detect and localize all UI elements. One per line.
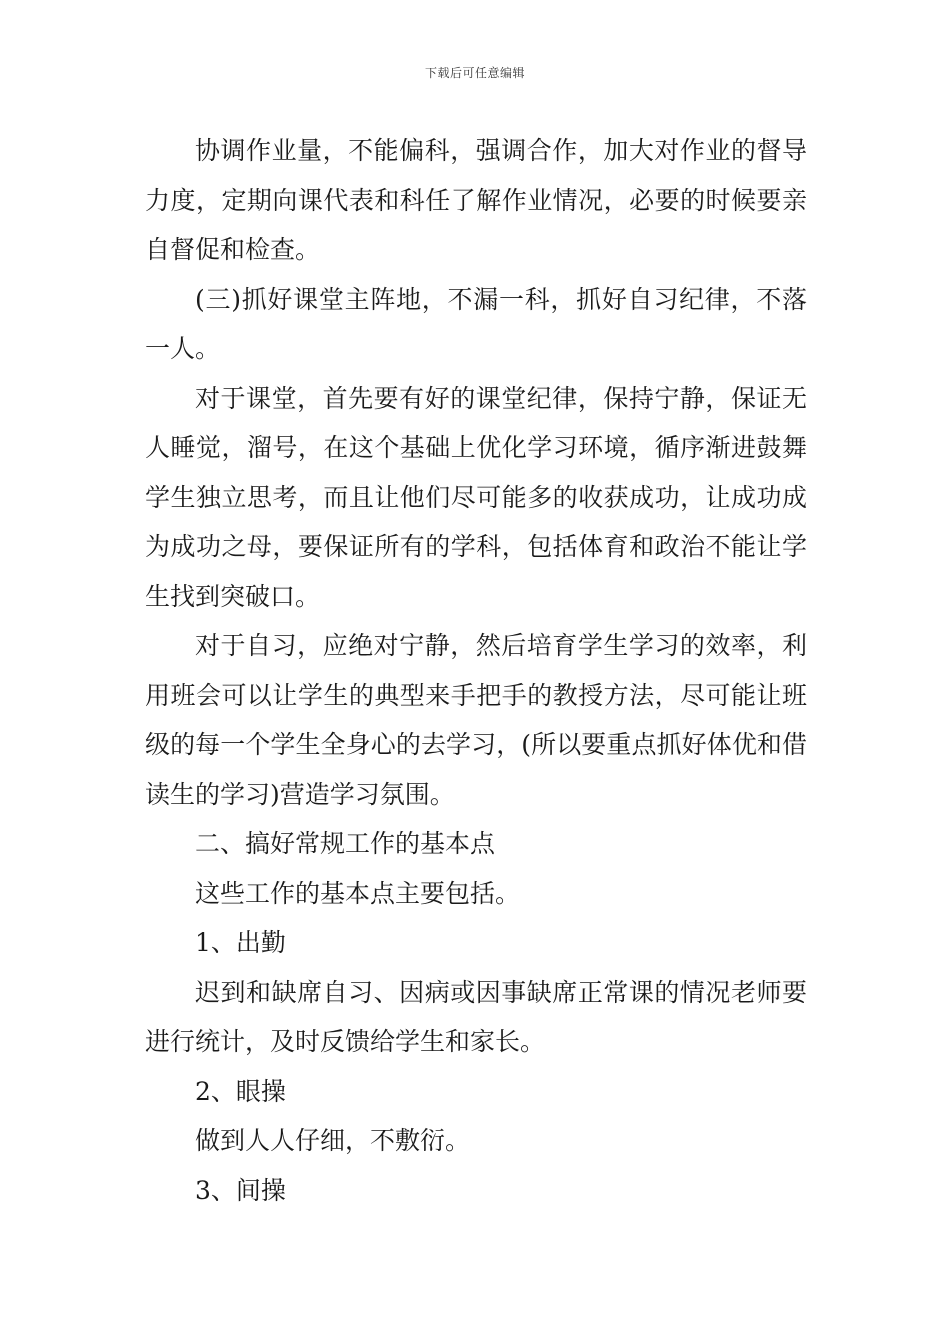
paragraph-section-three-heading: (三)抓好课堂主阵地，不漏一科，抓好自习纪律，不落一人。 [145,284,807,363]
paragraph-attendance-detail: 迟到和缺席自习、因病或因事缺席正常课的情况老师要进行统计，及时反馈给学生和家长。 [145,977,807,1056]
paragraph-eye-exercise-detail: 做到人人仔细，不敷衍。 [195,1126,471,1155]
page-header: 下载后可任意编辑 [424,66,525,80]
paragraph-item-attendance: 1、出勤 [195,928,286,957]
paragraph-basics-intro: 这些工作的基本点主要包括。 [195,878,521,908]
paragraph-homework-coordination: 协调作业量，不能偏科，强调合作，加大对作业的督导力度，定期向课代表和科任了解作业情况，必要的时候要亲自督促和检查。 [145,136,807,264]
paragraph-self-study: 对于自习，应绝对宁静，然后培育学生学习的效率，利用班会可以让学生的典型来手把手的教授方法，尽可能让班级的每一个学生全身心的去学习，(所以要重点抓好体优和借读生的学习)营造学习氛围。 [145,631,807,809]
paragraph-item-eye-exercise: 2、眼操 [195,1076,286,1106]
document-body [145,126,807,1215]
paragraph-classroom: 对于课堂，首先要有好的课堂纪律，保持宁静，保证无人睡觉，溜号，在这个基础上优化学习环境，循序渐进鼓舞学生独立思考，而且让他们尽可能多的收获成功，让成功成为成功之母，要保证所有的学科，包括体育和政治不能让学生找到突破口。 [145,383,807,611]
paragraph-section-two-heading: 二、搞好常规工作的基本点 [195,829,496,858]
paragraph-item-break-exercise: 3、间操 [195,1175,286,1205]
